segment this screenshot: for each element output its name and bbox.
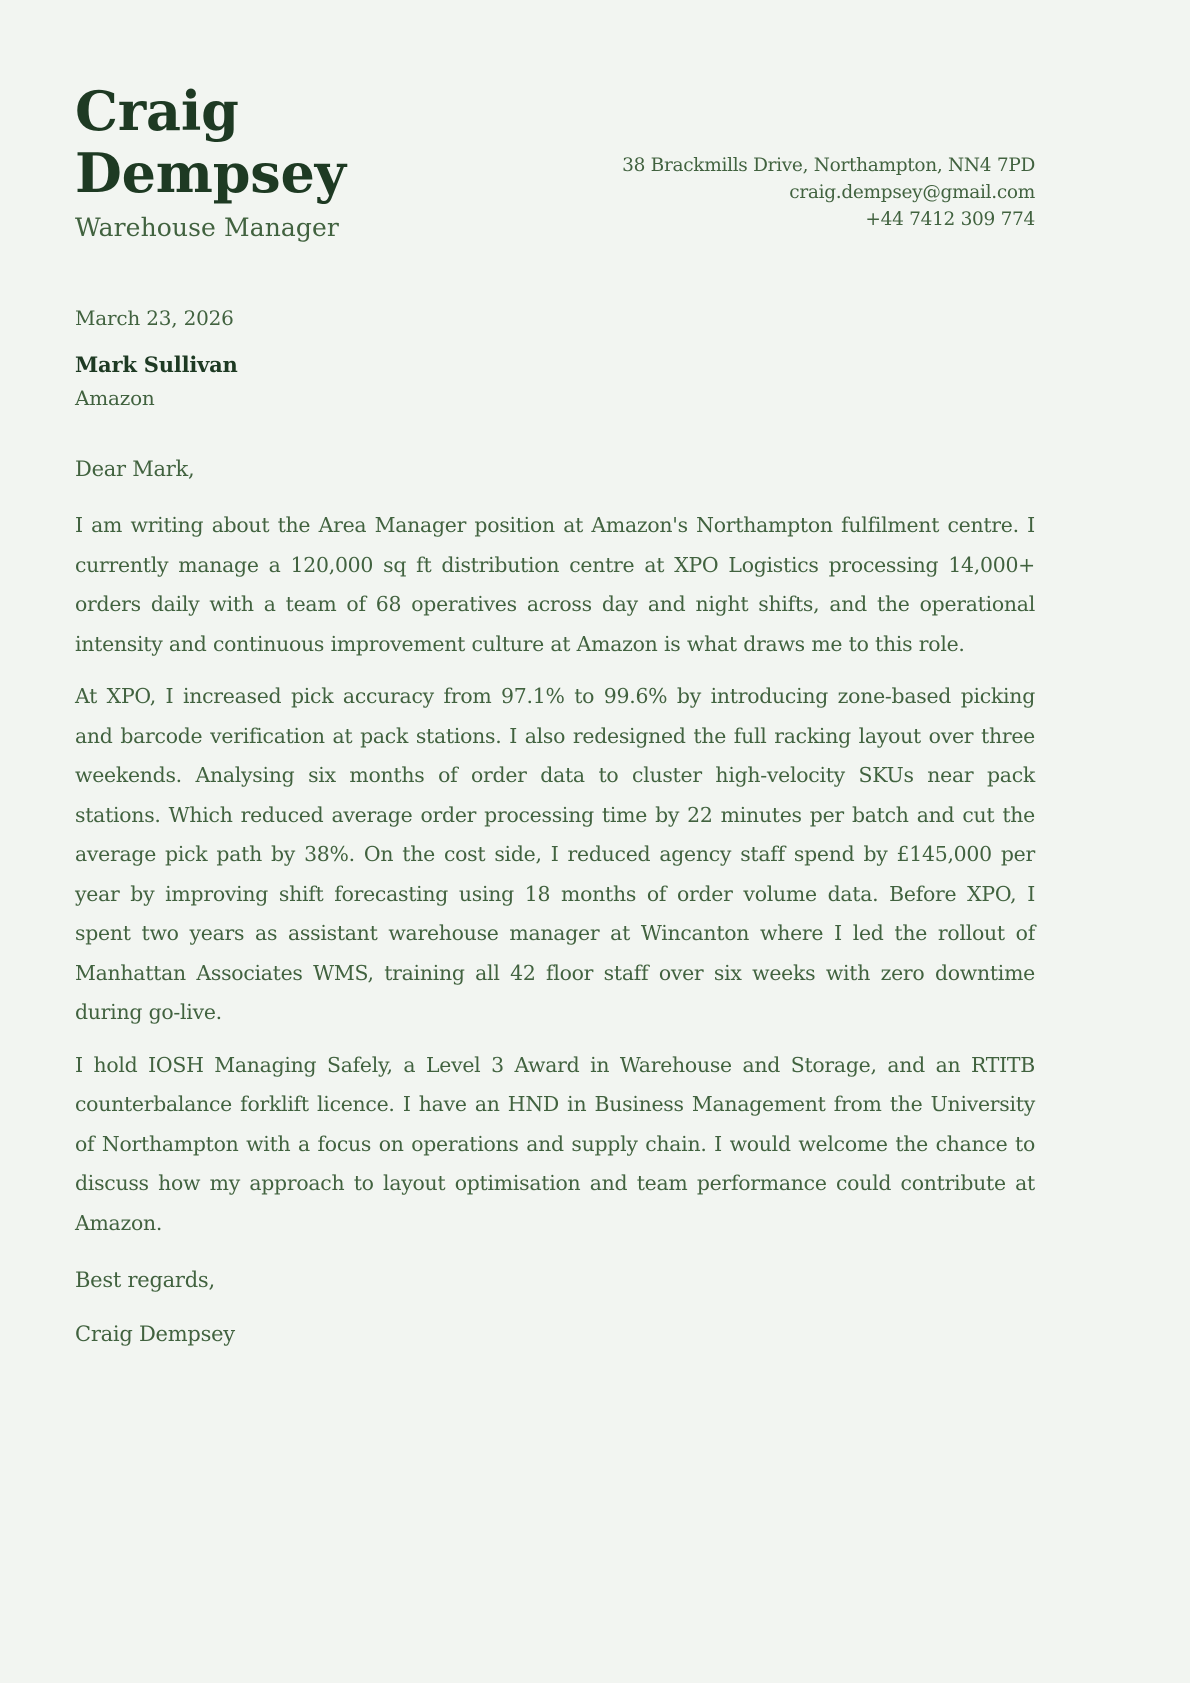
letter-header: [75, 70, 1035, 244]
sender-job-title: Warehouse Manager: [75, 213, 339, 242]
letter-date: March 23, 2026: [75, 306, 234, 330]
letter-meta: [75, 304, 1035, 412]
sender-contact-block: [622, 80, 1035, 233]
sender-identity: [75, 79, 346, 244]
signature-name: Craig Dempsey: [75, 1322, 235, 1346]
salutation: Dear Mark,: [75, 457, 195, 481]
recipient-company: Amazon: [75, 386, 155, 410]
letter-body: [75, 454, 1035, 1349]
contact-email[interactable]: craig.dempsey@gmail.com: [789, 182, 1035, 203]
body-paragraph: I am writing about the Area Manager position at Amazon's Northampton fulfilment centre. I currently manage a 120,000 sq ft distribution centre at XPO Logistics processing 14,000+ orders daily with a team of 68 operatives across day and night shifts, and the operational intensity and continuous improvement culture at Amazon is what draws me to this role.: [75, 513, 1035, 656]
closing-line: Best regards,: [75, 1268, 215, 1292]
body-paragraph: At XPO, I increased pick accuracy from 97.1% to 99.6% by introducing zone-based picking and barcode verification at pack stations. I also redesigned the full racking layout over three weekends. Analysing six months of order data to cluster high-velocity SKUs near pack stations. Which reduced average order processing time by 22 minutes per batch and cut the average pick path by 38%. On the cost side, I reduced agency staff spend by £145,000 per year by improving shift forecasting using 18 months of order volume data. Before XPO, I spent two years as assistant warehouse manager at Wincanton where I led the rollout of Manhattan Associates WMS, training all 42 floor staff over six weeks with zero downtime during go-live.: [75, 684, 1035, 1024]
sender-name: Craig Dempsey: [75, 79, 346, 205]
contact-address: 38 Brackmills Drive, Northampton, NN4 7PD: [622, 155, 1035, 176]
body-paragraph: I hold IOSH Managing Safely, a Level 3 Award in Warehouse and Storage, and an RTITB counterbalance forklift licence. I have an HND in Business Management from the University of Northampton with a focus on operations and supply chain. I would welcome the chance to discuss how my approach to layout optimisation and team performance could contribute at Amazon.: [75, 1052, 1035, 1235]
recipient-name: Mark Sullivan: [75, 352, 238, 377]
contact-phone[interactable]: +44 7412 309 774: [865, 209, 1035, 230]
